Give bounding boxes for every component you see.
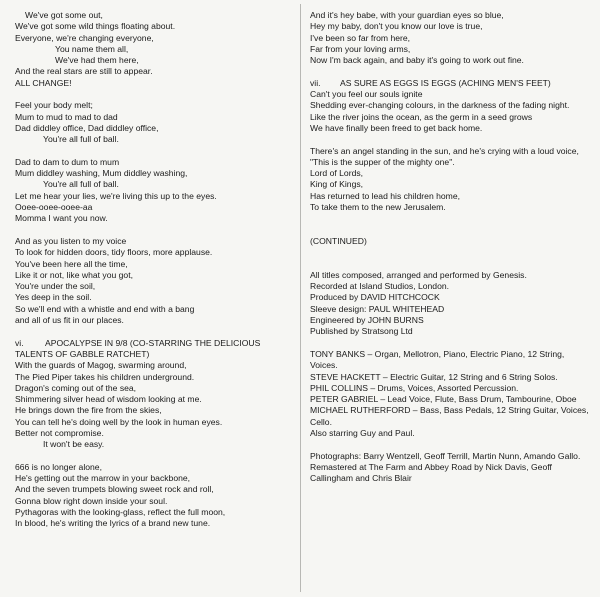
text-line: And as you listen to my voice	[15, 235, 127, 246]
section-title: AS SURE AS EGGS IS EGGS (ACHING MEN'S FEET)	[340, 77, 551, 88]
stanza-gap	[310, 225, 590, 236]
text-line: And it's hey babe, with your guardian eyes so blue,	[310, 10, 504, 20]
text-line: "This is the supper of the mighty one".	[310, 156, 455, 167]
text-line: (CONTINUED)	[310, 235, 367, 246]
column-divider	[300, 4, 301, 592]
text-line: It won't be easy.	[43, 439, 105, 450]
text-line: You've been here all the time,	[15, 258, 128, 269]
text-line: Like it or not, like what you got,	[15, 269, 133, 280]
text-line: There's an angel standing in the sun, and he's crying with a loud voice,	[310, 145, 579, 156]
right-lyrics-column	[310, 10, 590, 484]
text-line: Let me hear your lies, we're living this up to the eyes.	[15, 190, 217, 201]
text-line: TONY BANKS – Organ, Mellotron, Piano, Electric Piano, 12 String, Voices.	[310, 348, 565, 371]
text-line: Sleeve design: PAUL WHITEHEAD	[310, 303, 445, 314]
text-line: We've had them here,	[55, 55, 139, 66]
text-line: Dad to dam to dum to mum	[15, 156, 120, 167]
text-line: 666 is no longer alone,	[15, 461, 102, 472]
text-line: So we'll end with a whistle and end with a bang	[15, 303, 195, 314]
text-line: Mum to mud to mad to dad	[15, 111, 118, 122]
stanza-gap	[15, 451, 297, 462]
text-line: You're under the soil,	[15, 281, 96, 292]
text-line: Also starring Guy and Paul.	[310, 427, 415, 438]
text-line: Like the river joins the ocean, as the germ in a seed grows	[310, 111, 533, 122]
text-line: You're all full of ball.	[43, 134, 119, 145]
section-heading	[15, 338, 297, 361]
stanza-gap	[310, 439, 590, 450]
text-line: Ooee-ooee-ooee-aa	[15, 202, 93, 213]
text-line: Feel your body melt;	[15, 100, 93, 111]
text-line: and all of us fit in our places.	[15, 315, 124, 326]
text-line: And the seven trumpets blowing sweet rock and roll,	[15, 484, 214, 495]
stanza-gap	[310, 259, 590, 270]
text-line: Gonna blow right down inside your soul.	[15, 495, 168, 506]
text-line: Photographs: Barry Wentzell, Geoff Terrill, Martin Nunn, Amando Gallo.	[310, 450, 581, 461]
text-line: Pythagoras with the looking-glass, reflect the full moon,	[15, 507, 226, 518]
text-line: Far from your loving arms,	[310, 43, 411, 54]
text-line: Has returned to lead his children home,	[310, 190, 460, 201]
stanza-gap	[15, 146, 297, 157]
text-line: We've got some out,	[25, 10, 103, 20]
text-line: Produced by DAVID HITCHCOCK	[310, 292, 440, 303]
stanza-gap	[15, 326, 297, 337]
text-line: STEVE HACKETT – Electric Guitar, 12 String and 6 String Solos.	[310, 371, 558, 382]
text-line: Recorded at Island Studios, London.	[310, 281, 450, 292]
stanza-gap	[310, 247, 590, 258]
stanza-gap	[310, 134, 590, 145]
text-line: Engineered by JOHN BURNS	[310, 315, 424, 326]
section-heading	[310, 78, 590, 89]
section-title: APOCALYPSE IN 9/8 (CO-STARRING THE DELICIOUS TALENTS OF GABBLE RATCHET)	[15, 337, 261, 359]
text-line: The Pied Piper takes his children underground.	[15, 371, 195, 382]
text-line: He brings down the fire from the skies,	[15, 405, 162, 416]
text-line: Shedding ever-changing colours, in the darkness of the fading night.	[310, 100, 570, 111]
text-line: Momma I want you now.	[15, 213, 108, 224]
text-line: PHIL COLLINS – Drums, Voices, Assorted Percussion.	[310, 382, 519, 393]
left-lyrics-column	[15, 10, 297, 530]
text-line: King of Kings,	[310, 179, 364, 190]
text-line: And the real stars are still to appear.	[15, 66, 153, 77]
section-number: vii.	[310, 77, 321, 88]
text-line: Remastered at The Farm and Abbey Road by Nick Davis, Geoff Callingham and Chris Blair	[310, 461, 552, 484]
text-line: MICHAEL RUTHERFORD – Bass, Bass Pedals, 12 String Guitar, Voices, Cello.	[310, 405, 589, 427]
text-line: Hey my baby, don't you know our love is true,	[310, 21, 483, 32]
text-line: Dad diddley office, Dad diddley office,	[15, 122, 159, 133]
text-line: Better not compromise.	[15, 427, 104, 438]
text-line: Published by Stratsong Ltd	[310, 326, 413, 337]
text-line: You're all full of ball.	[43, 179, 119, 190]
text-line: Now I'm back again, and baby it's going to work out fine.	[310, 55, 524, 66]
text-line: I've been so far from here,	[310, 32, 411, 43]
text-line: Yes deep in the soil.	[15, 292, 92, 303]
text-line: We have finally been freed to get back home.	[310, 122, 483, 133]
text-line: He's getting out the marrow in your backbone,	[15, 473, 191, 484]
text-line: To take them to the new Jerusalem.	[310, 202, 446, 213]
text-line: Shimmering silver head of wisdom looking at me.	[15, 394, 202, 405]
text-line: Dragon's coming out of the sea,	[15, 382, 137, 393]
stanza-gap	[310, 213, 590, 224]
stanza-gap	[15, 89, 297, 100]
text-line: With the guards of Magog, swarming around,	[15, 360, 187, 371]
stanza-gap	[310, 66, 590, 77]
text-line: ALL CHANGE!	[15, 77, 72, 88]
text-line: You name them all,	[55, 43, 129, 54]
text-line: Lord of Lords,	[310, 168, 364, 179]
text-line: Everyone, we're changing everyone,	[15, 32, 154, 43]
stanza-gap	[15, 225, 297, 236]
text-line: To look for hidden doors, tidy floors, more applause.	[15, 247, 213, 258]
text-line: Can't you feel our souls ignite	[310, 89, 423, 100]
text-line: You can tell he's doing well by the look in human eyes.	[15, 416, 223, 427]
text-line: In blood, he's writing the lyrics of a brand new tune.	[15, 518, 211, 529]
stanza-gap	[310, 338, 590, 349]
text-line: PETER GABRIEL – Lead Voice, Flute, Bass Drum, Tambourine, Oboe	[310, 394, 577, 405]
text-line: All titles composed, arranged and performed by Genesis.	[310, 269, 527, 280]
text-line: Mum diddley washing, Mum diddley washing,	[15, 168, 188, 179]
text-line: We've got some wild things floating about.	[15, 21, 176, 32]
section-number: vi.	[15, 337, 24, 348]
